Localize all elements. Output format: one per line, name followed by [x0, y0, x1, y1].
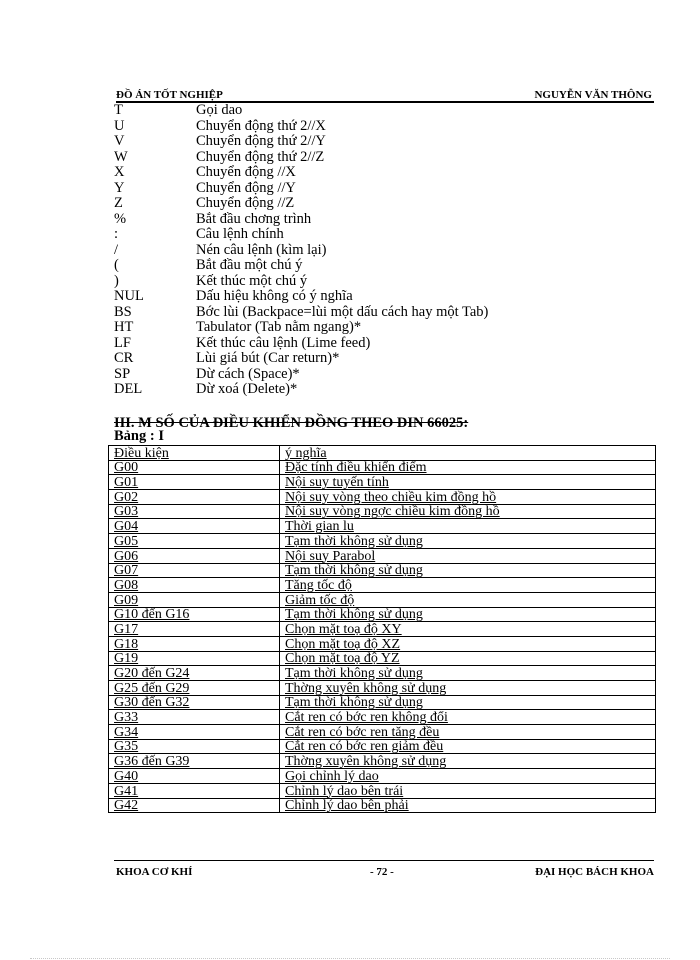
cell-condition: G05: [109, 534, 280, 549]
table-row: [109, 651, 656, 666]
table-row: [109, 622, 656, 637]
page-edge: [30, 958, 670, 959]
code-symbol: T: [114, 102, 123, 118]
code-symbol: %: [114, 210, 127, 227]
code-list-item: [114, 243, 654, 259]
code-symbol: BS: [114, 303, 132, 320]
table-row: [109, 783, 656, 798]
cell-condition: G02: [109, 490, 280, 505]
code-description: Gọi dao: [196, 102, 243, 118]
table-row: [109, 725, 656, 740]
cell-condition: G40: [109, 769, 280, 784]
code-description: Bắt đầu một chú ý: [196, 257, 303, 273]
code-symbol: LF: [114, 334, 131, 351]
code-symbol: W: [114, 148, 128, 165]
cell-meaning: Đặc tính điều khiển điểm: [280, 460, 656, 475]
cell-meaning: Tạm thời không sử dụng: [280, 695, 656, 710]
code-description: Nén câu lệnh (kìm lại): [196, 241, 327, 258]
code-list-item: [114, 150, 654, 166]
cell-meaning: Chọn mặt toạ độ YZ: [280, 651, 656, 666]
page-footer: [114, 865, 654, 879]
code-description: Chuyển động //X: [196, 164, 296, 180]
table-row: [109, 607, 656, 622]
cell-meaning: Cắt ren có bớc ren giảm đều: [280, 739, 656, 754]
code-list-item: [114, 212, 654, 228]
code-description: Tabulator (Tab nằm ngang)*: [196, 319, 362, 335]
cell-condition: G36 đến G39: [109, 754, 280, 769]
header-right: NGUYỄN VĂN THÔNG: [534, 89, 652, 101]
cell-condition: G34: [109, 725, 280, 740]
cell-meaning: Tạm thời không sử dụng: [280, 534, 656, 549]
code-symbol: ): [114, 272, 119, 289]
code-list-item: [114, 274, 654, 290]
table-header-row: [109, 446, 656, 461]
table-row: [109, 534, 656, 549]
cell-condition: G41: [109, 783, 280, 798]
cell-condition: G42: [109, 798, 280, 813]
code-description: Kết thúc một chú ý: [196, 272, 308, 289]
cell-meaning: Thờng xuyên không sử dụng: [280, 754, 656, 769]
cell-condition: G06: [109, 548, 280, 563]
cell-meaning: Tăng tốc độ: [280, 578, 656, 593]
cell-meaning: Giảm tốc độ: [280, 592, 656, 607]
cell-meaning: Nội suy vòng theo chiều kim đồng hồ: [280, 490, 656, 505]
cell-condition: G35: [109, 739, 280, 754]
cell-meaning: Nội suy tuyến tính: [280, 475, 656, 490]
cell-meaning: Cắt ren có bớc ren tăng đều: [280, 725, 656, 740]
g-code-table: [108, 445, 656, 813]
cell-meaning: Nội suy Parabol: [280, 548, 656, 563]
cell-meaning: Chọn mặt toạ độ XZ: [280, 636, 656, 651]
page-number: - 72 -: [370, 866, 394, 878]
code-list-item: [114, 382, 654, 398]
cell-condition: G04: [109, 519, 280, 534]
code-description: Lùi giá bút (Car return)*: [196, 350, 340, 366]
code-description: Dừ cách (Space)*: [196, 365, 300, 382]
code-list-item: [114, 181, 654, 197]
table-row: [109, 519, 656, 534]
table-row: [109, 592, 656, 607]
cell-meaning: Chỉnh lý dao bên phải: [280, 798, 656, 813]
table-caption: Bảng : I: [114, 428, 164, 444]
code-list-item: [114, 305, 654, 321]
cell-meaning: Chỉnh lý dao bên trái: [280, 783, 656, 798]
table-row: [109, 666, 656, 681]
cell-meaning: Tạm thời không sử dụng: [280, 666, 656, 681]
cell-condition: G00: [109, 460, 280, 475]
cell-condition: G18: [109, 636, 280, 651]
header-cell-condition: Điều kiện: [109, 446, 280, 461]
cell-meaning: Chọn mặt toạ độ XY: [280, 622, 656, 637]
code-description: Dấu hiệu không có ý nghĩa: [196, 288, 353, 304]
code-symbol: V: [114, 133, 125, 149]
footer-right: ĐẠI HỌC BÁCH KHOA: [535, 866, 654, 878]
code-description: Bắt đầu chơng trình: [196, 210, 312, 227]
table-row: [109, 798, 656, 813]
code-description: Chuyển động thứ 2//Y: [196, 133, 326, 149]
cell-condition: G17: [109, 622, 280, 637]
code-symbol: U: [114, 117, 125, 134]
code-description: Chuyển động thứ 2//X: [196, 117, 326, 134]
cell-meaning: Nội suy vòng ngợc chiều kim đồng hồ: [280, 504, 656, 519]
cell-condition: G20 đến G24: [109, 666, 280, 681]
code-symbol: CR: [114, 350, 134, 366]
cell-meaning: Tạm thời không sử dụng: [280, 607, 656, 622]
cell-meaning: Gọi chỉnh lý dao: [280, 769, 656, 784]
table-row: [109, 754, 656, 769]
table-row: [109, 695, 656, 710]
footer-left: KHOA CƠ KHÍ: [116, 866, 193, 878]
code-symbol: Y: [114, 179, 125, 196]
code-list-item: [114, 119, 654, 135]
code-list-item: [114, 134, 654, 150]
table-row: [109, 504, 656, 519]
cell-condition: G33: [109, 710, 280, 725]
cell-meaning: Cắt ren có bớc ren không đổi: [280, 710, 656, 725]
code-description: Chuyển động //Z: [196, 195, 295, 211]
code-list-item: [114, 336, 654, 352]
cell-meaning: Thời gian lu: [280, 519, 656, 534]
code-list-item: [114, 196, 654, 212]
cell-condition: G09: [109, 592, 280, 607]
code-symbol: :: [114, 226, 119, 242]
code-symbol: Z: [114, 195, 123, 211]
code-symbol: NUL: [114, 288, 144, 304]
code-list-item: [114, 351, 654, 367]
cell-condition: G10 đến G16: [109, 607, 280, 622]
code-symbol: /: [114, 241, 119, 258]
footer-rule: [114, 860, 654, 861]
code-description: Chuyển động //Y: [196, 179, 296, 196]
cell-condition: G19: [109, 651, 280, 666]
cell-condition: G30 đến G32: [109, 695, 280, 710]
table-row: [109, 548, 656, 563]
code-symbol: (: [114, 257, 119, 273]
table-row: [109, 475, 656, 490]
cell-condition: G03: [109, 504, 280, 519]
header-cell-meaning: ý nghĩa: [280, 446, 656, 461]
table-row: [109, 563, 656, 578]
table-row: [109, 739, 656, 754]
code-symbol: X: [114, 164, 125, 180]
cell-condition: G08: [109, 578, 280, 593]
code-description: Chuyển động thứ 2//Z: [196, 148, 325, 165]
code-list-item: [114, 258, 654, 274]
table-row: [109, 769, 656, 784]
code-symbol: SP: [114, 365, 131, 382]
code-symbol: DEL: [114, 381, 143, 397]
code-list-item: [114, 289, 654, 305]
code-list-item: [114, 165, 654, 181]
table-row: [109, 681, 656, 696]
code-list-item: [114, 227, 654, 243]
cell-condition: G25 đến G29: [109, 681, 280, 696]
code-description: Bớc lùi (Backpace=lùi một dấu cách hay một Tab): [196, 303, 489, 320]
section-title: III. M SỐ CỦA ĐIỀU KHIỂN ĐỒNG THEO DIN 66025:: [114, 415, 469, 431]
code-description: Kết thúc câu lệnh (Lime feed): [196, 334, 371, 351]
table-row: [109, 578, 656, 593]
table-row: [109, 710, 656, 725]
cell-meaning: Tạm thời không sử dụng: [280, 563, 656, 578]
table-row: [109, 490, 656, 505]
cell-meaning: Thờng xuyên không sử dụng: [280, 681, 656, 696]
code-symbol: HT: [114, 319, 134, 335]
table-row: [109, 460, 656, 475]
code-description: Dừ xoá (Delete)*: [196, 381, 298, 397]
code-list: [114, 103, 654, 398]
code-list-item: [114, 367, 654, 383]
page-header: [116, 88, 654, 102]
header-left: ĐỒ ÁN TỐT NGHIỆP: [116, 89, 223, 101]
code-description: Câu lệnh chính: [196, 226, 284, 242]
code-list-item: [114, 103, 654, 119]
table-row: [109, 636, 656, 651]
cell-condition: G07: [109, 563, 280, 578]
cell-condition: G01: [109, 475, 280, 490]
code-list-item: [114, 320, 654, 336]
